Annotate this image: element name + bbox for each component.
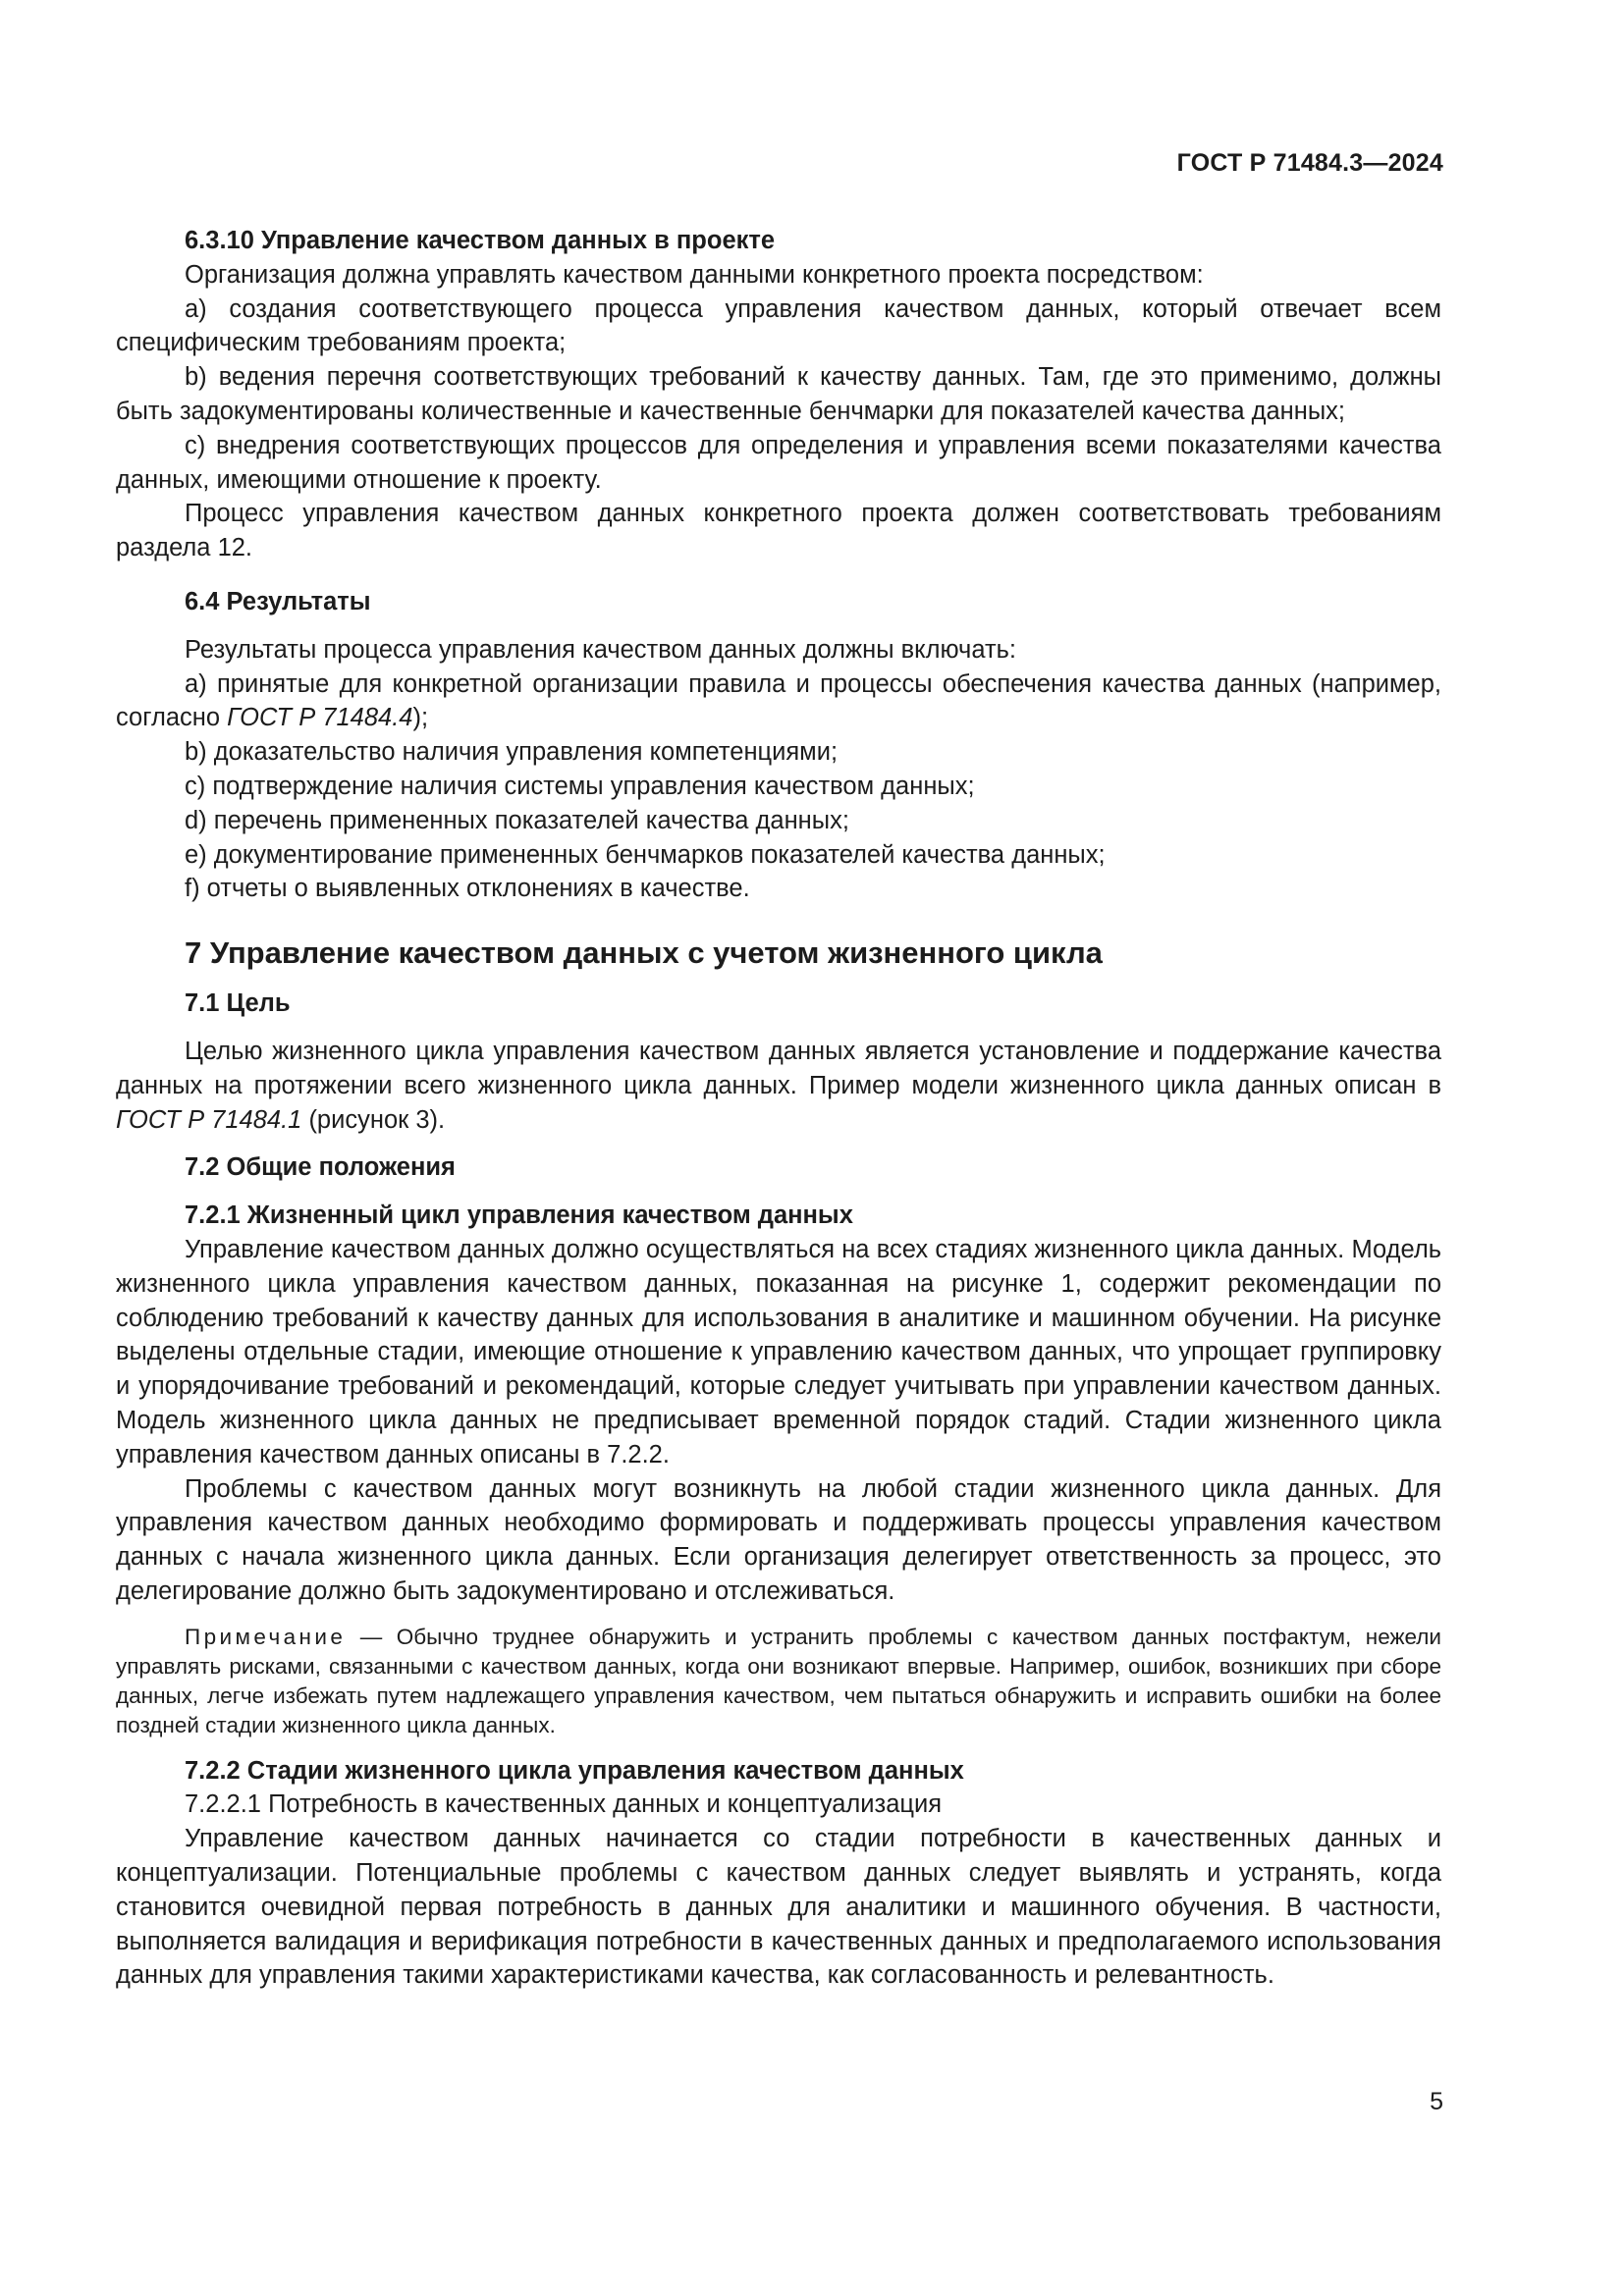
- paragraph-7-2-1-first: Управление качеством данных должно осуществляться на всех стадиях жизненного цикла данных. Модель жизненного цикла управления качеством данных, показанная на рисунке 1, содержит рекомендации по соблюдению требований к качеству данных для использования в аналитике и машинном обучении. На рисунке выделены отдельные стадии, имеющие отношение к управлению качеством данных, что упрощает группировку и упорядочивание требований и рекомендаций, которые следует учитывать при управлении качеством данных. Модель жизненного цикла данных не предписывает временной порядок стадий. Стадии жизненного цикла управления качеством данных описаны в 7.2.2.: [116, 1235, 1441, 1468]
- note-label: Примечание: [185, 1624, 347, 1649]
- list-item-6-4-a-text: a) принятые для конкретной организации правила и процессы обеспечения качества данных (например, согласно: [116, 669, 1441, 732]
- list-item-6-4-d: d) перечень примененных показателей качества данных;: [185, 806, 849, 834]
- heading-6-3-10: 6.3.10 Управление качеством данных в проекте: [185, 227, 776, 254]
- paragraph-7-2-2-1: Управление качеством данных начинается со стадии потребности в качественных данных и концептуализации. Потенциальные проблемы с качеством данных следует выявлять и устранять, когда становится очевидной первая потребность в данных для аналитики и машинного обучения. В частности, выполняется валидация и верификация потребности в качественных данных и предполагаемого использования данных для управления такими характеристиками качества, как согласованность и релевантность.: [116, 1825, 1441, 1990]
- heading-7: 7 Управление качеством данных с учетом жизненного цикла: [185, 935, 1103, 971]
- paragraph-6-3-10-closing: Процесс управления качеством данных конкретного проекта должен соответствовать требованиям раздела 12.: [116, 500, 1441, 562]
- list-item-6-4-f: f) отчеты о выявленных отклонениях в качестве.: [185, 875, 750, 903]
- reference-gost-71484-4: ГОСТ Р 71484.4: [227, 704, 413, 732]
- page-number: 5: [1430, 2088, 1443, 2115]
- list-item-6-4-e: e) документирование примененных бенчмарков показателей качества данных;: [185, 840, 1106, 869]
- list-item-6-4-b: b) доказательство наличия управления компетенциями;: [185, 738, 839, 767]
- reference-gost-71484-1: ГОСТ Р 71484.1: [116, 1105, 302, 1134]
- list-item-6-4-c: c) подтверждение наличия системы управления качеством данных;: [185, 772, 975, 800]
- list-item-6-3-10-c: c) внедрения соответствующих процессов для определения и управления всеми показателями качества данных, имеющими отношение к проекту.: [116, 431, 1441, 494]
- heading-7-1: 7.1 Цель: [185, 989, 291, 1018]
- paragraph-7-2-1-second: Проблемы с качеством данных могут возникнуть на любой стадии жизненного цикла данных. Для управления качеством данных необходимо формировать и поддерживать процессы управления качеством данных с начала жизненного цикла данных. Если организация делегирует ответственность за процесс, это делегирование должно быть задокументировано и отслеживаться.: [116, 1474, 1441, 1605]
- list-item-6-4-a-end: );: [412, 704, 429, 732]
- heading-7-2-2: 7.2.2 Стадии жизненного цикла управления качеством данных: [185, 1756, 964, 1785]
- note: [116, 1623, 1441, 1740]
- heading-7-2: 7.2 Общие положения: [185, 1153, 456, 1182]
- paragraph-6-4-intro: Результаты процесса управления качеством данных должны включать:: [185, 635, 1016, 664]
- paragraph-7-1-end: (рисунок 3).: [301, 1105, 446, 1134]
- paragraph-6-3-10-intro: Организация должна управлять качеством данными конкретного проекта посредством:: [185, 260, 1204, 289]
- note-text: — Обычно труднее обнаружить и устранить проблемы с качеством данных постфактум, нежели управлять рисками, связанными с качеством данных, когда они возникают впервые. Например, ошибок, возникших при сборе данных, легче избежать путем надлежащего управления качеством, чем пытаться обнаружить и исправить ошибки на более поздней стадии жизненного цикла данных.: [116, 1624, 1441, 1737]
- heading-7-2-1: 7.2.1 Жизненный цикл управления качеством данных: [185, 1201, 853, 1230]
- document-code: ГОСТ Р 71484.3—2024: [1176, 149, 1443, 177]
- list-item-6-3-10-a: a) создания соответствующего процесса управления качеством данных, который отвечает всем специфическим требованиям проекта;: [116, 294, 1441, 357]
- paragraph-7-1-text: Целью жизненного цикла управления качеством данных является установление и поддержание качества данных на протяжении всего жизненного цикла данных. Пример модели жизненного цикла данных описан в: [116, 1037, 1441, 1099]
- paragraph-7-1: [116, 1035, 1441, 1137]
- list-item-6-4-a: [116, 667, 1441, 736]
- subheading-7-2-2-1: 7.2.2.1 Потребность в качественных данных и концептуализация: [185, 1790, 943, 1819]
- heading-6-4: 6.4 Результаты: [185, 587, 371, 615]
- page-content: [116, 224, 1441, 1993]
- list-item-6-3-10-b: b) ведения перечня соответствующих требований к качеству данных. Там, где это применимо, должны быть задокументированы количественные и качественные бенчмарки для показателей качества данных;: [116, 363, 1441, 425]
